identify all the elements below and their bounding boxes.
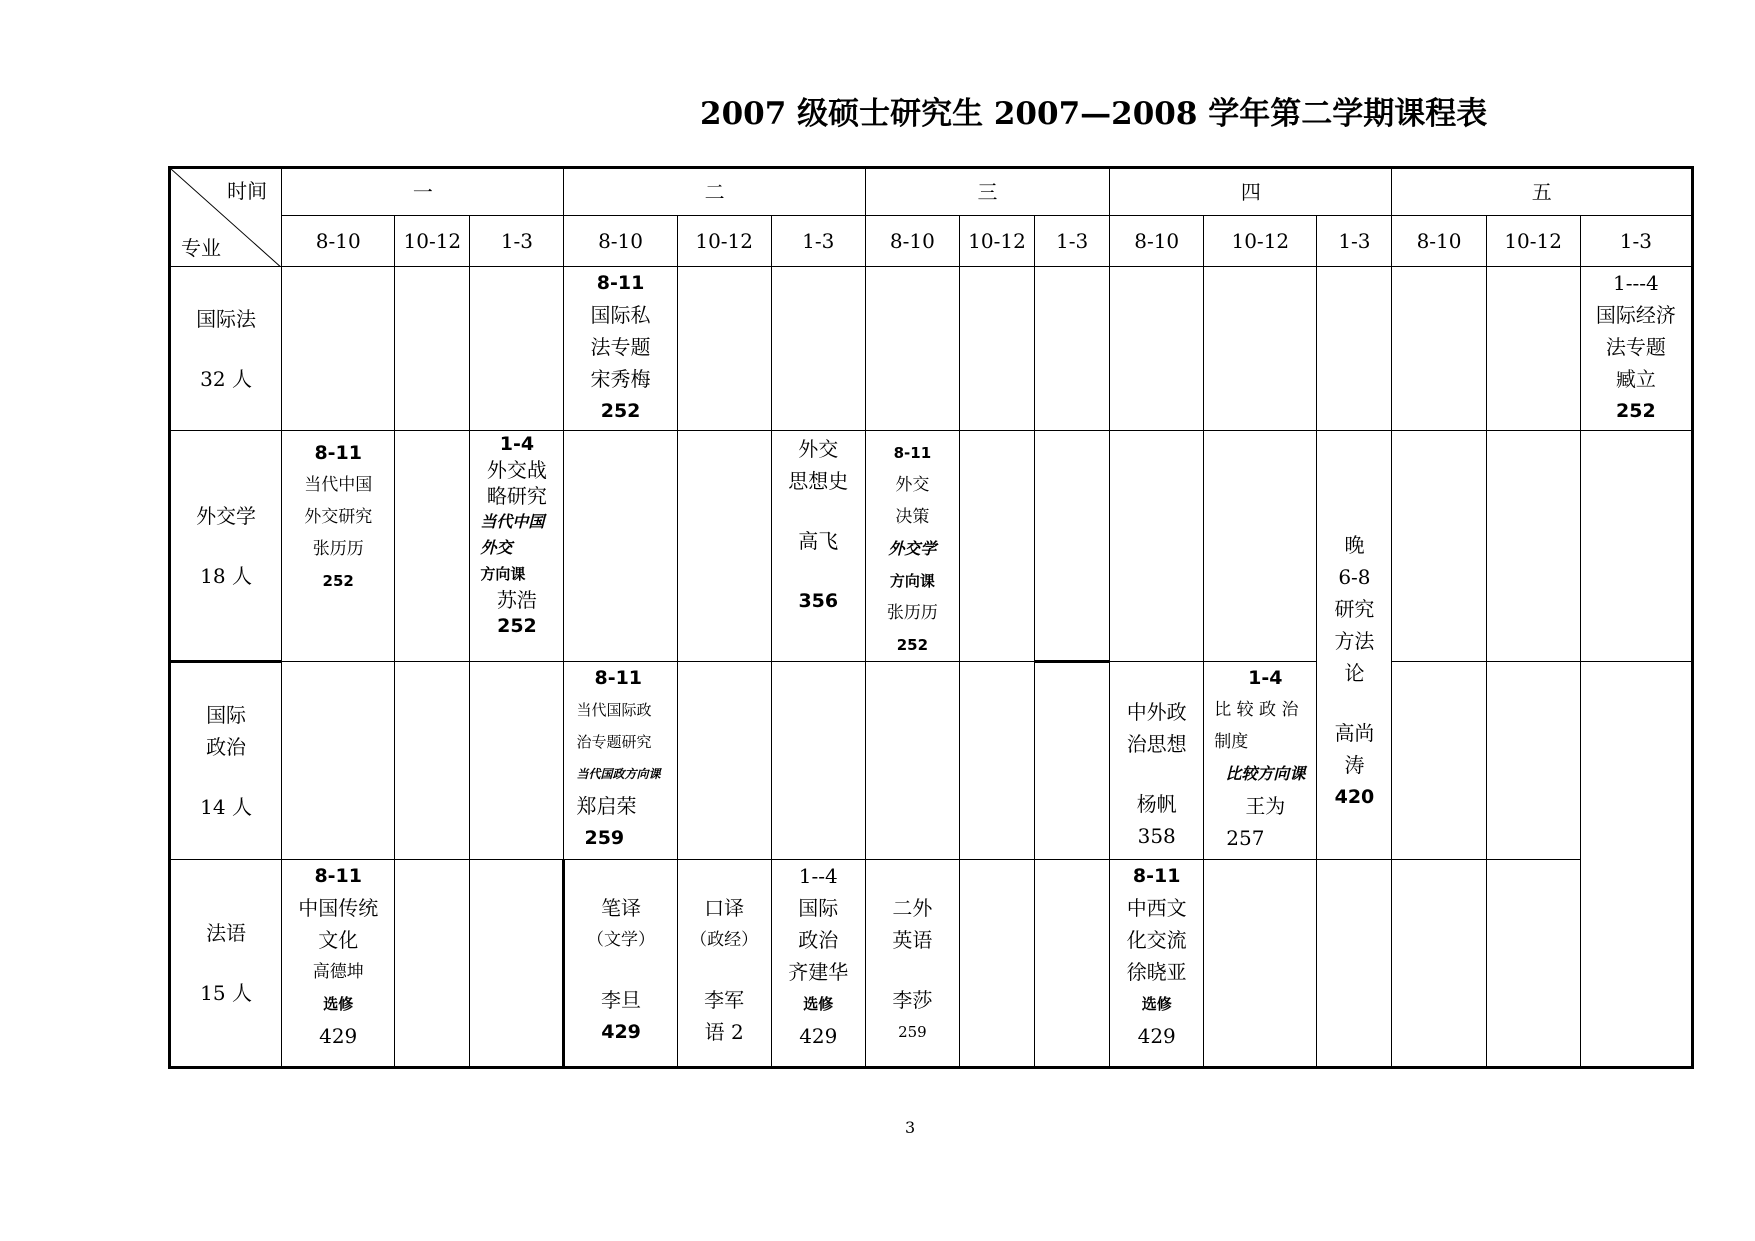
empty-cell: [395, 431, 470, 662]
course-cell: [1110, 662, 1204, 860]
time-label: 时间: [227, 179, 268, 203]
course-name: 治思想: [1126, 732, 1187, 756]
corner-header-cell: [170, 168, 282, 267]
course-cell: [470, 431, 564, 662]
course-time: 晚: [1344, 533, 1365, 557]
empty-cell: [959, 431, 1034, 662]
course-cell: [564, 860, 677, 1068]
course-teacher: 高尚: [1334, 721, 1375, 745]
course-teacher: 王为: [1245, 794, 1286, 818]
slot-header: 1-3: [1035, 216, 1110, 267]
day-header-mon: 一: [282, 168, 564, 216]
major-name: 政治: [206, 735, 247, 759]
empty-cell: [865, 662, 959, 860]
course-teacher: 宋秀梅: [590, 367, 651, 391]
course-name: 制度: [1214, 732, 1249, 752]
course-cell: [564, 267, 677, 431]
course-teacher: 徐晓亚: [1126, 960, 1187, 984]
empty-cell: [564, 431, 677, 662]
course-name: 中外政: [1126, 700, 1187, 724]
course-cell: [1580, 267, 1692, 431]
slot-header: 8-10: [1110, 216, 1204, 267]
empty-cell: [1392, 662, 1486, 860]
course-weeks: 1---4: [1612, 271, 1659, 295]
major-cell-diplomacy: [170, 431, 282, 662]
course-room: 语 2: [704, 1020, 744, 1044]
course-room: 356: [798, 590, 839, 612]
major-count: 32 人: [200, 366, 252, 391]
slot-header: 8-10: [282, 216, 395, 267]
course-teacher: 涛: [1344, 753, 1365, 777]
empty-cell: [677, 267, 771, 431]
course-name: 英语: [892, 928, 933, 952]
course-cell: [282, 431, 395, 662]
empty-cell: [1317, 860, 1392, 1068]
slot-header: 8-10: [1392, 216, 1486, 267]
course-cell: [564, 662, 677, 860]
slot-header: 1-3: [1580, 216, 1692, 267]
course-time: 6-8: [1338, 565, 1371, 589]
empty-cell: [1110, 267, 1204, 431]
course-cell: [282, 860, 395, 1068]
course-name: 口译: [704, 896, 745, 920]
course-direction: 方向课: [889, 572, 935, 590]
empty-cell: [1392, 860, 1486, 1068]
course-weeks: 1-4: [499, 433, 535, 455]
course-direction: 方向课: [480, 565, 526, 583]
course-name: 思想史: [788, 469, 849, 493]
course-teacher: 郑启荣: [576, 794, 637, 818]
major-label: 专业: [181, 236, 221, 260]
empty-cell: [1317, 267, 1392, 431]
course-cell: [771, 431, 865, 662]
course-elective: 选修: [323, 995, 354, 1013]
empty-cell: [677, 431, 771, 662]
course-room: 259: [584, 827, 625, 849]
slot-header: 1-3: [771, 216, 865, 267]
course-teacher: 齐建华: [788, 960, 849, 984]
empty-cell: [1204, 431, 1317, 662]
course-room: 252: [1616, 400, 1656, 422]
day-header-fri: 五: [1392, 168, 1693, 216]
course-name: 中国传统: [298, 896, 379, 920]
empty-cell: [677, 662, 771, 860]
course-cell: [865, 860, 959, 1068]
course-room: 429: [319, 1024, 358, 1048]
major-cell-intl-law: [170, 267, 282, 431]
empty-cell: [282, 267, 395, 431]
course-name: 外交战: [486, 458, 547, 482]
course-room: 257: [1226, 826, 1265, 850]
page-number: 3: [905, 1118, 916, 1137]
course-direction: 当代国政方向课: [576, 767, 661, 781]
course-weeks: 8-11: [893, 444, 932, 462]
major-cell-french: [170, 860, 282, 1068]
major-name: 国际法: [196, 306, 257, 331]
course-room: 358: [1137, 824, 1176, 848]
empty-cell: [1486, 431, 1580, 662]
table-row-intl-law: [170, 267, 1693, 431]
empty-cell: [395, 662, 470, 860]
course-room: 429: [799, 1024, 838, 1048]
course-teacher: 杨帆: [1136, 792, 1177, 816]
empty-cell: [865, 267, 959, 431]
empty-cell: [1110, 431, 1204, 662]
major-count: 18 人: [200, 563, 252, 588]
course-direction: 外交: [480, 538, 513, 557]
course-elective: 选修: [803, 995, 834, 1013]
empty-cell: [1035, 662, 1110, 860]
table-row-intl-politics: [170, 662, 1693, 860]
course-name: 笔译: [601, 896, 642, 920]
course-weeks: 8-11: [594, 667, 643, 689]
course-direction: 外交学: [888, 539, 937, 558]
major-name: 外交学: [196, 503, 257, 528]
course-name: 政治: [798, 928, 839, 952]
course-room: 252: [322, 572, 354, 590]
course-name: 国际私: [590, 303, 651, 327]
schedule-table: [168, 166, 1694, 1069]
course-name: 比 较 政 治: [1214, 700, 1299, 720]
course-name: 中西文: [1126, 896, 1187, 920]
major-name: 国际: [206, 703, 247, 727]
course-name: 方法: [1334, 629, 1375, 653]
empty-cell: [1035, 267, 1110, 431]
day-header-tue: 二: [564, 168, 865, 216]
course-name: 外交: [798, 437, 839, 461]
course-cell: [677, 860, 771, 1068]
course-teacher: 臧立: [1615, 367, 1656, 391]
empty-cell: [959, 860, 1034, 1068]
course-teacher: 李旦: [601, 988, 642, 1012]
empty-cell: [1486, 267, 1580, 431]
page-title: 2007 级硕士研究生 2007—2008 学年第二学期课程表: [700, 96, 1488, 132]
empty-cell: [1580, 662, 1692, 1068]
course-name: 论: [1344, 661, 1365, 685]
day-header-row: [170, 168, 1693, 216]
course-room: 429: [601, 1021, 641, 1043]
empty-cell: [1486, 860, 1580, 1068]
slot-header-row: [170, 216, 1693, 267]
empty-cell: [1204, 267, 1317, 431]
major-cell-intl-politics: [170, 662, 282, 860]
course-room: 420: [1334, 786, 1375, 808]
empty-cell: [1035, 860, 1110, 1068]
slot-header: 10-12: [1486, 216, 1580, 267]
day-header-thu: 四: [1110, 168, 1392, 216]
course-name: 二外: [892, 896, 933, 920]
empty-cell: [395, 267, 470, 431]
empty-cell: [1392, 267, 1486, 431]
course-name: 外交研究: [304, 507, 373, 527]
empty-cell: [1580, 431, 1692, 662]
slot-header: 8-10: [865, 216, 959, 267]
course-room: 252: [896, 636, 929, 654]
course-weeks: 8-11: [314, 865, 362, 887]
course-name: 当代中国: [304, 475, 373, 495]
course-room: 429: [1137, 1024, 1176, 1048]
course-name: 研究: [1334, 597, 1375, 621]
empty-cell: [282, 662, 395, 860]
empty-cell: [470, 662, 564, 860]
course-direction: 比较方向课: [1225, 764, 1306, 783]
course-teacher: 苏浩: [496, 588, 537, 612]
course-teacher: 高飞: [798, 529, 839, 553]
course-cell: [771, 860, 865, 1068]
course-room: 252: [497, 615, 537, 637]
course-name: 法专题: [1605, 335, 1666, 359]
course-cell: [1110, 860, 1204, 1068]
major-name: 法语: [206, 921, 247, 945]
day-header-wed: 三: [865, 168, 1109, 216]
course-cell: [1204, 662, 1317, 860]
course-room: 259: [898, 1023, 927, 1041]
slot-header: 10-12: [395, 216, 470, 267]
course-teacher: 高德坤: [312, 962, 364, 982]
course-cell: [865, 431, 959, 662]
empty-cell: [470, 267, 564, 431]
course-name: 国际: [798, 896, 839, 920]
slot-header: 8-10: [564, 216, 677, 267]
course-weeks: 8-11: [314, 442, 362, 464]
course-name: 决策: [895, 507, 930, 527]
course-name: （政经）: [690, 930, 759, 950]
course-name: （文学）: [587, 930, 656, 950]
course-name: 治专题研究: [576, 733, 652, 751]
course-weeks: 1-4: [1248, 667, 1283, 689]
course-teacher: 李莎: [892, 988, 933, 1012]
empty-cell: [771, 267, 865, 431]
table-row-french: [170, 860, 1693, 1068]
course-name: 略研究: [486, 484, 547, 508]
course-direction: 当代中国: [480, 512, 545, 531]
empty-cell: [959, 267, 1034, 431]
course-teacher: 张历历: [886, 603, 938, 623]
course-room: 252: [600, 400, 641, 422]
course-name: 外交: [895, 475, 930, 495]
major-count: 15 人: [200, 981, 252, 1005]
empty-cell: [1486, 662, 1580, 860]
course-weeks: 8-11: [1132, 865, 1181, 887]
course-elective: 选修: [1141, 995, 1172, 1013]
empty-cell: [1392, 431, 1486, 662]
course-name: 法专题: [590, 335, 651, 359]
empty-cell: [395, 860, 470, 1068]
course-name: 化交流: [1126, 928, 1187, 952]
slot-header: 1-3: [470, 216, 564, 267]
empty-cell: [470, 860, 564, 1068]
course-name: 国际经济: [1595, 303, 1676, 327]
empty-cell: [959, 662, 1034, 860]
course-teacher: 张历历: [312, 539, 364, 559]
course-weeks: 8-11: [596, 272, 645, 294]
course-name: 当代国际政: [576, 701, 652, 719]
slot-header: 1-3: [1317, 216, 1392, 267]
table-row-diplomacy: [170, 431, 1693, 662]
course-name: 文化: [318, 928, 359, 952]
course-teacher: 李军: [704, 988, 745, 1012]
empty-cell: [771, 662, 865, 860]
empty-cell: [1204, 860, 1317, 1068]
slot-header: 10-12: [959, 216, 1034, 267]
course-cell-evening: [1317, 431, 1392, 860]
major-count: 14 人: [200, 795, 252, 819]
slot-header: 10-12: [677, 216, 771, 267]
empty-cell: [1035, 431, 1110, 662]
slot-header: 10-12: [1204, 216, 1317, 267]
course-weeks: 1--4: [798, 864, 838, 888]
